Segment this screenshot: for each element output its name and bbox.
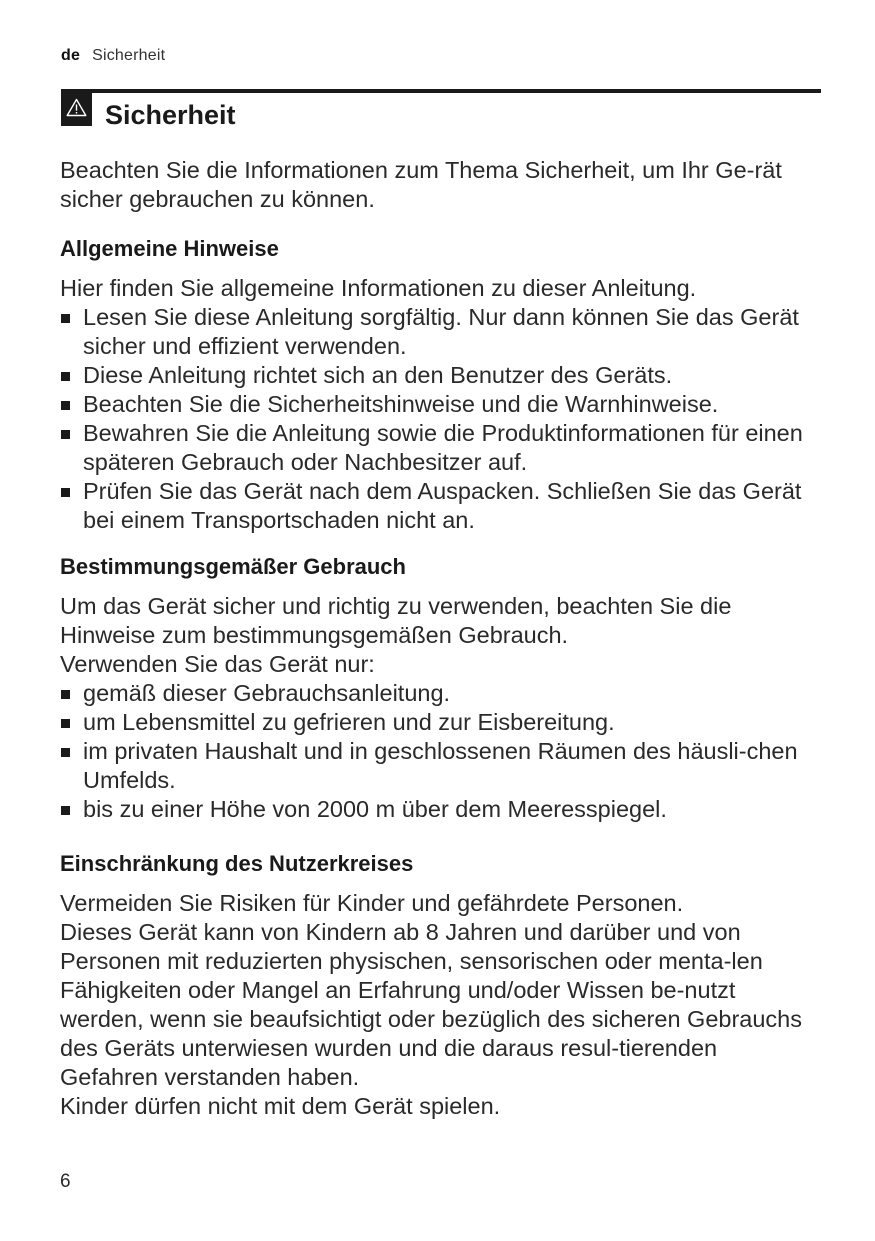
list-item: bis zu einer Höhe von 2000 m über dem Meeresspiegel. xyxy=(60,795,818,824)
list-item: Lesen Sie diese Anleitung sorgfältig. Nur dann können Sie das Gerät sicher und effizient verwenden. xyxy=(60,303,818,361)
intended-use-lead: Um das Gerät sicher und richtig zu verwenden, beachten Sie die Hinweise zum bestimmungsgemäßen Gebrauch. xyxy=(60,593,732,648)
heading-restriction: Einschränkung des Nutzerkreises xyxy=(60,851,414,876)
restriction-paragraph-2: Dieses Gerät kann von Kindern ab 8 Jahren und darüber und von Personen mit reduzierten physischen, sensorischen oder menta-len Fähigkeiten oder Mangel an Erfahrung und/oder Wissen be-nutzt werden, wenn sie beaufsichtigt oder bezüglich des sicheren Gebrauchs des Geräts unterwiesen wurden und die daraus resul-tierenden Gefahren verstanden haben. xyxy=(60,919,802,1090)
content xyxy=(60,156,818,1121)
title-rule xyxy=(92,89,821,93)
general-lead: Hier finden Sie allgemeine Informationen zu dieser Anleitung. xyxy=(60,275,697,301)
intended-use-list xyxy=(60,679,818,824)
list-item: Bewahren Sie die Anleitung sowie die Produktinformationen für einen späteren Gebrauch oder Nachbesitzer auf. xyxy=(60,419,818,477)
list-item: Diese Anleitung richtet sich an den Benutzer des Geräts. xyxy=(60,361,818,390)
list-item: um Lebensmittel zu gefrieren und zur Eisbereitung. xyxy=(60,708,818,737)
heading-intended-use: Bestimmungsgemäßer Gebrauch xyxy=(60,554,406,579)
heading-general: Allgemeine Hinweise xyxy=(60,236,279,261)
running-header xyxy=(61,47,165,65)
language-code: de xyxy=(61,47,81,64)
list-item: Prüfen Sie das Gerät nach dem Auspacken. Schließen Sie das Gerät bei einem Transportschaden nicht an. xyxy=(60,477,818,535)
intro-paragraph: Beachten Sie die Informationen zum Thema Sicherheit, um Ihr Ge-rät sicher gebrauchen zu können. xyxy=(60,157,782,212)
restriction-paragraph-3: Kinder dürfen nicht mit dem Gerät spielen. xyxy=(60,1093,501,1119)
list-item: Beachten Sie die Sicherheitshinweise und die Warnhinweise. xyxy=(60,390,818,419)
general-list xyxy=(60,303,818,535)
intended-use-lead-2: Verwenden Sie das Gerät nur: xyxy=(60,651,375,677)
list-item: gemäß dieser Gebrauchsanleitung. xyxy=(60,679,818,708)
list-item: im privaten Haushalt und in geschlossenen Räumen des häusli-chen Umfelds. xyxy=(60,737,818,795)
warning-triangle-icon xyxy=(61,89,92,126)
restriction-paragraph-1: Vermeiden Sie Risiken für Kinder und gefährdete Personen. xyxy=(60,890,684,916)
running-header-section: Sicherheit xyxy=(92,47,166,64)
page-number: 6 xyxy=(60,1171,71,1192)
page-title: Sicherheit xyxy=(105,100,236,130)
